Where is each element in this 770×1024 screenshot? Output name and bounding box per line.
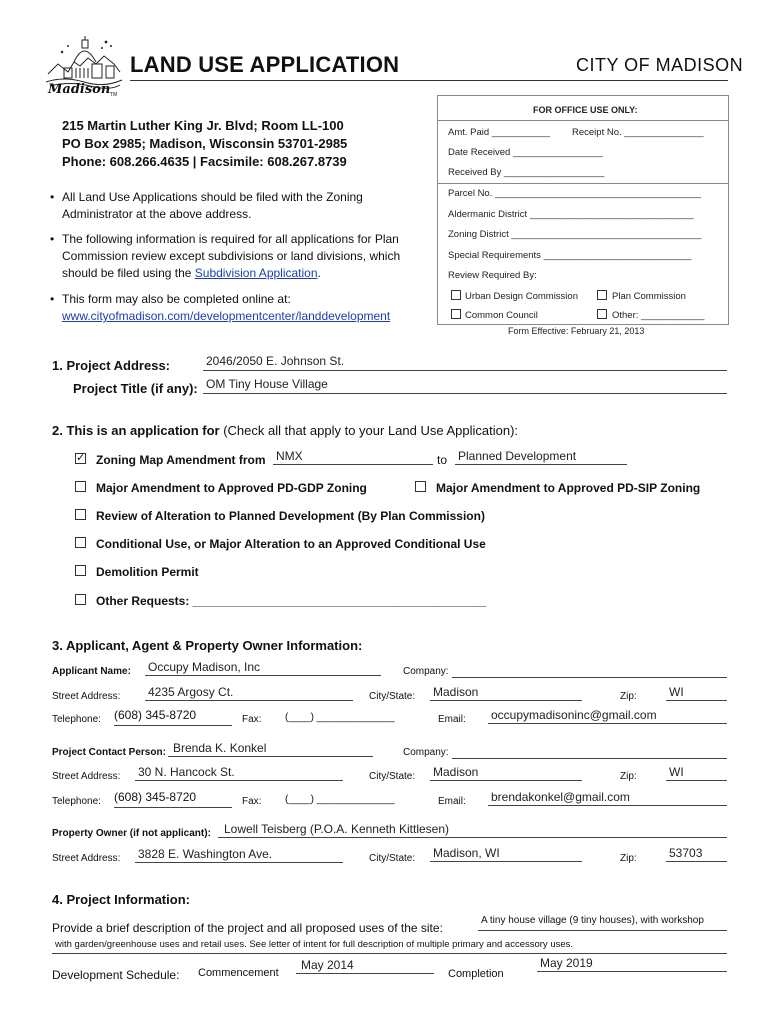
applicant-email-label: Email: — [438, 714, 466, 725]
contact-telephone-input[interactable]: (608) 345-8720 — [114, 790, 232, 806]
aldermanic-district: Aldermanic District _______________________________ — [448, 209, 694, 220]
bullet-3: • This form may also be completed online at: www.cityofmadison.com/developmentcenter/landdevelopment — [62, 291, 432, 325]
section-3-heading: 3. Applicant, Agent & Property Owner Information: — [52, 638, 363, 653]
contact-telephone-label: Telephone: — [52, 796, 101, 807]
owner-citystate-label: City/State: — [369, 853, 416, 864]
contact-person-label: Project Contact Person: — [52, 747, 166, 758]
completion-label: Completion — [448, 968, 504, 980]
header-rule — [130, 80, 728, 81]
project-title-input[interactable] — [203, 377, 727, 394]
project-address-label: 1. Project Address: — [52, 358, 171, 373]
applicant-company-input[interactable] — [452, 663, 727, 678]
applicant-fax-input[interactable]: (____) ______________ — [285, 712, 395, 723]
address-line-1: 215 Martin Luther King Jr. Blvd; Room LL-100 — [62, 118, 344, 133]
project-address-value: 2046/2050 E. Johnson St. — [206, 354, 345, 368]
pd-gdp-checkbox[interactable] — [75, 481, 86, 492]
pd-sip-label: Major Amendment to Approved PD-SIP Zoning — [436, 481, 701, 495]
city-logo — [44, 34, 124, 104]
bullet-1: • All Land Use Applications should be filed with the Zoning Administrator at the above address. — [50, 190, 363, 221]
owner-street-label: Street Address: — [52, 853, 121, 864]
receipt-no: Receipt No. _______________ — [572, 127, 704, 138]
applicant-street-input[interactable]: 4235 Argosy Ct. — [145, 685, 353, 701]
conditional-use-label: Conditional Use, or Major Alteration to an Approved Conditional Use — [96, 537, 486, 551]
pd-sip-checkbox[interactable] — [415, 481, 426, 492]
contact-company-input[interactable] — [452, 744, 727, 759]
contact-zip-input[interactable]: WI — [666, 765, 727, 781]
property-owner-label: Property Owner (if not applicant): — [52, 828, 211, 839]
owner-zip-label: Zip: — [620, 853, 637, 864]
zoning-district: Zoning District ____________________________________ — [448, 229, 702, 240]
commencement-input[interactable]: May 2014 — [296, 958, 434, 974]
date-received: Date Received _________________ — [448, 147, 603, 158]
urban-design-checkbox[interactable] — [451, 290, 461, 300]
contact-email-label: Email: — [438, 796, 466, 807]
zoning-from-value: NMX — [276, 449, 303, 463]
applicant-email-input[interactable]: occupymadisoninc@gmail.com — [488, 708, 727, 724]
alteration-label: Review of Alteration to Planned Development (By Plan Commission) — [96, 509, 485, 523]
logo-tm: TM — [110, 92, 118, 98]
section-4-heading: 4. Project Information: — [52, 892, 190, 907]
contact-company-label: Company: — [403, 747, 449, 758]
online-form-link[interactable]: www.cityofmadison.com/developmentcenter/landdevelopment — [62, 309, 391, 323]
review-required: Review Required By: — [448, 270, 537, 281]
applicant-zip-label: Zip: — [620, 691, 637, 702]
office-other-checkbox[interactable] — [597, 309, 607, 319]
zoning-to-value: Planned Development — [458, 449, 577, 463]
other-requests-checkbox[interactable] — [75, 594, 86, 605]
contact-zip-label: Zip: — [620, 771, 637, 782]
project-description-input-2[interactable]: with garden/greenhouse uses and retail uses. See letter of intent for full description of multiple primary and accessory uses. — [52, 939, 727, 954]
project-description-label: Provide a brief description of the project and all proposed uses of the site: — [52, 921, 443, 935]
pd-gdp-label: Major Amendment to Approved PD-GDP Zoning — [96, 481, 367, 495]
owner-city-input[interactable]: Madison, WI — [430, 846, 582, 862]
checkmark-icon: ✓ — [76, 451, 86, 464]
office-use-heading: FOR OFFICE USE ONLY: — [533, 105, 638, 115]
subdivision-application-link[interactable]: Subdivision Application — [194, 266, 318, 280]
applicant-telephone-input[interactable]: (608) 345-8720 — [114, 708, 232, 724]
contact-street-input[interactable]: 30 N. Hancock St. — [135, 765, 343, 781]
project-description-input-1[interactable]: A tiny house village (9 tiny houses), with workshop — [478, 915, 727, 931]
common-council-checkbox[interactable] — [451, 309, 461, 319]
applicant-zip-input[interactable]: WI — [666, 685, 727, 701]
project-title-value: OM Tiny House Village — [206, 377, 328, 391]
conditional-use-checkbox[interactable] — [75, 537, 86, 548]
section-2-heading: 2. This is an application for (Check all that apply to your Land Use Application): — [52, 423, 519, 438]
applicant-telephone-label: Telephone: — [52, 714, 101, 725]
contact-citystate-label: City/State: — [369, 771, 416, 782]
applicant-citystate-label: City/State: — [369, 691, 416, 702]
alteration-checkbox[interactable] — [75, 509, 86, 520]
logo-wordmark: Madison — [48, 82, 111, 97]
office-use-box — [437, 95, 729, 325]
city-name: CITY OF MADISON — [576, 55, 744, 75]
contact-fax-input[interactable]: (____) ______________ — [285, 794, 395, 805]
zoning-map-amendment-checkbox[interactable] — [75, 453, 86, 464]
contact-person-input[interactable]: Brenda K. Konkel — [168, 741, 373, 757]
contact-city-input[interactable]: Madison — [430, 765, 582, 781]
owner-street-input[interactable]: 3828 E. Washington Ave. — [135, 847, 343, 863]
page-title: LAND USE APPLICATION — [130, 52, 400, 77]
zoning-to-label: to — [437, 453, 448, 467]
plan-commission-label: Plan Commission — [612, 291, 686, 302]
urban-design-label: Urban Design Commission — [465, 291, 578, 302]
applicant-street-label: Street Address: — [52, 691, 121, 702]
applicant-name-label: Applicant Name: — [52, 666, 131, 677]
common-council-label: Common Council — [465, 310, 538, 321]
form-effective-date: Form Effective: February 21, 2013 — [508, 326, 645, 336]
demolition-checkbox[interactable] — [75, 565, 86, 576]
zoning-to-input[interactable] — [455, 449, 627, 465]
bullet-2: • The following information is required for all applications for Plan Commission review except subdivisions or land divisions, which should be filed using the Subdivision Application. — [50, 232, 401, 280]
project-address-input[interactable] — [203, 354, 727, 371]
plan-commission-checkbox[interactable] — [597, 290, 607, 300]
development-schedule-label: Development Schedule: — [52, 968, 180, 982]
contact-street-label: Street Address: — [52, 771, 121, 782]
contact-fax-label: Fax: — [242, 796, 262, 807]
owner-zip-input[interactable]: 53703 — [666, 846, 727, 862]
project-title-label: Project Title (if any): — [73, 381, 198, 396]
address-line-2: PO Box 2985; Madison, Wisconsin 53701-2985 — [62, 136, 348, 151]
received-by: Received By ___________________ — [448, 167, 605, 178]
office-other-label: Other: ____________ — [612, 310, 705, 321]
property-owner-input[interactable]: Lowell Teisberg (P.O.A. Kenneth Kittlesen) — [218, 822, 727, 838]
zoning-from-input[interactable] — [273, 449, 433, 465]
special-requirements: Special Requirements ____________________________ — [448, 250, 692, 261]
commencement-label: Commencement — [198, 967, 279, 979]
amt-paid: Amt. Paid ___________ — [448, 127, 550, 138]
parcel-no: Parcel No. _______________________________________ — [448, 188, 702, 199]
completion-input[interactable]: May 2019 — [537, 956, 727, 972]
other-requests-label: Other Requests: ____________________________________________ — [96, 594, 487, 608]
applicant-fax-label: Fax: — [242, 714, 262, 725]
address-line-3: Phone: 608.266.4635 | Facsimile: 608.267.8739 — [62, 154, 347, 169]
applicant-company-label: Company: — [403, 666, 449, 677]
zoning-map-amendment-label: Zoning Map Amendment from — [96, 453, 266, 467]
demolition-label: Demolition Permit — [96, 565, 199, 579]
contact-email-input[interactable]: brendakonkel@gmail.com — [488, 790, 727, 806]
office-address — [62, 117, 347, 171]
applicant-name-input[interactable]: Occupy Madison, Inc — [145, 660, 381, 676]
applicant-city-input[interactable]: Madison — [430, 685, 582, 701]
